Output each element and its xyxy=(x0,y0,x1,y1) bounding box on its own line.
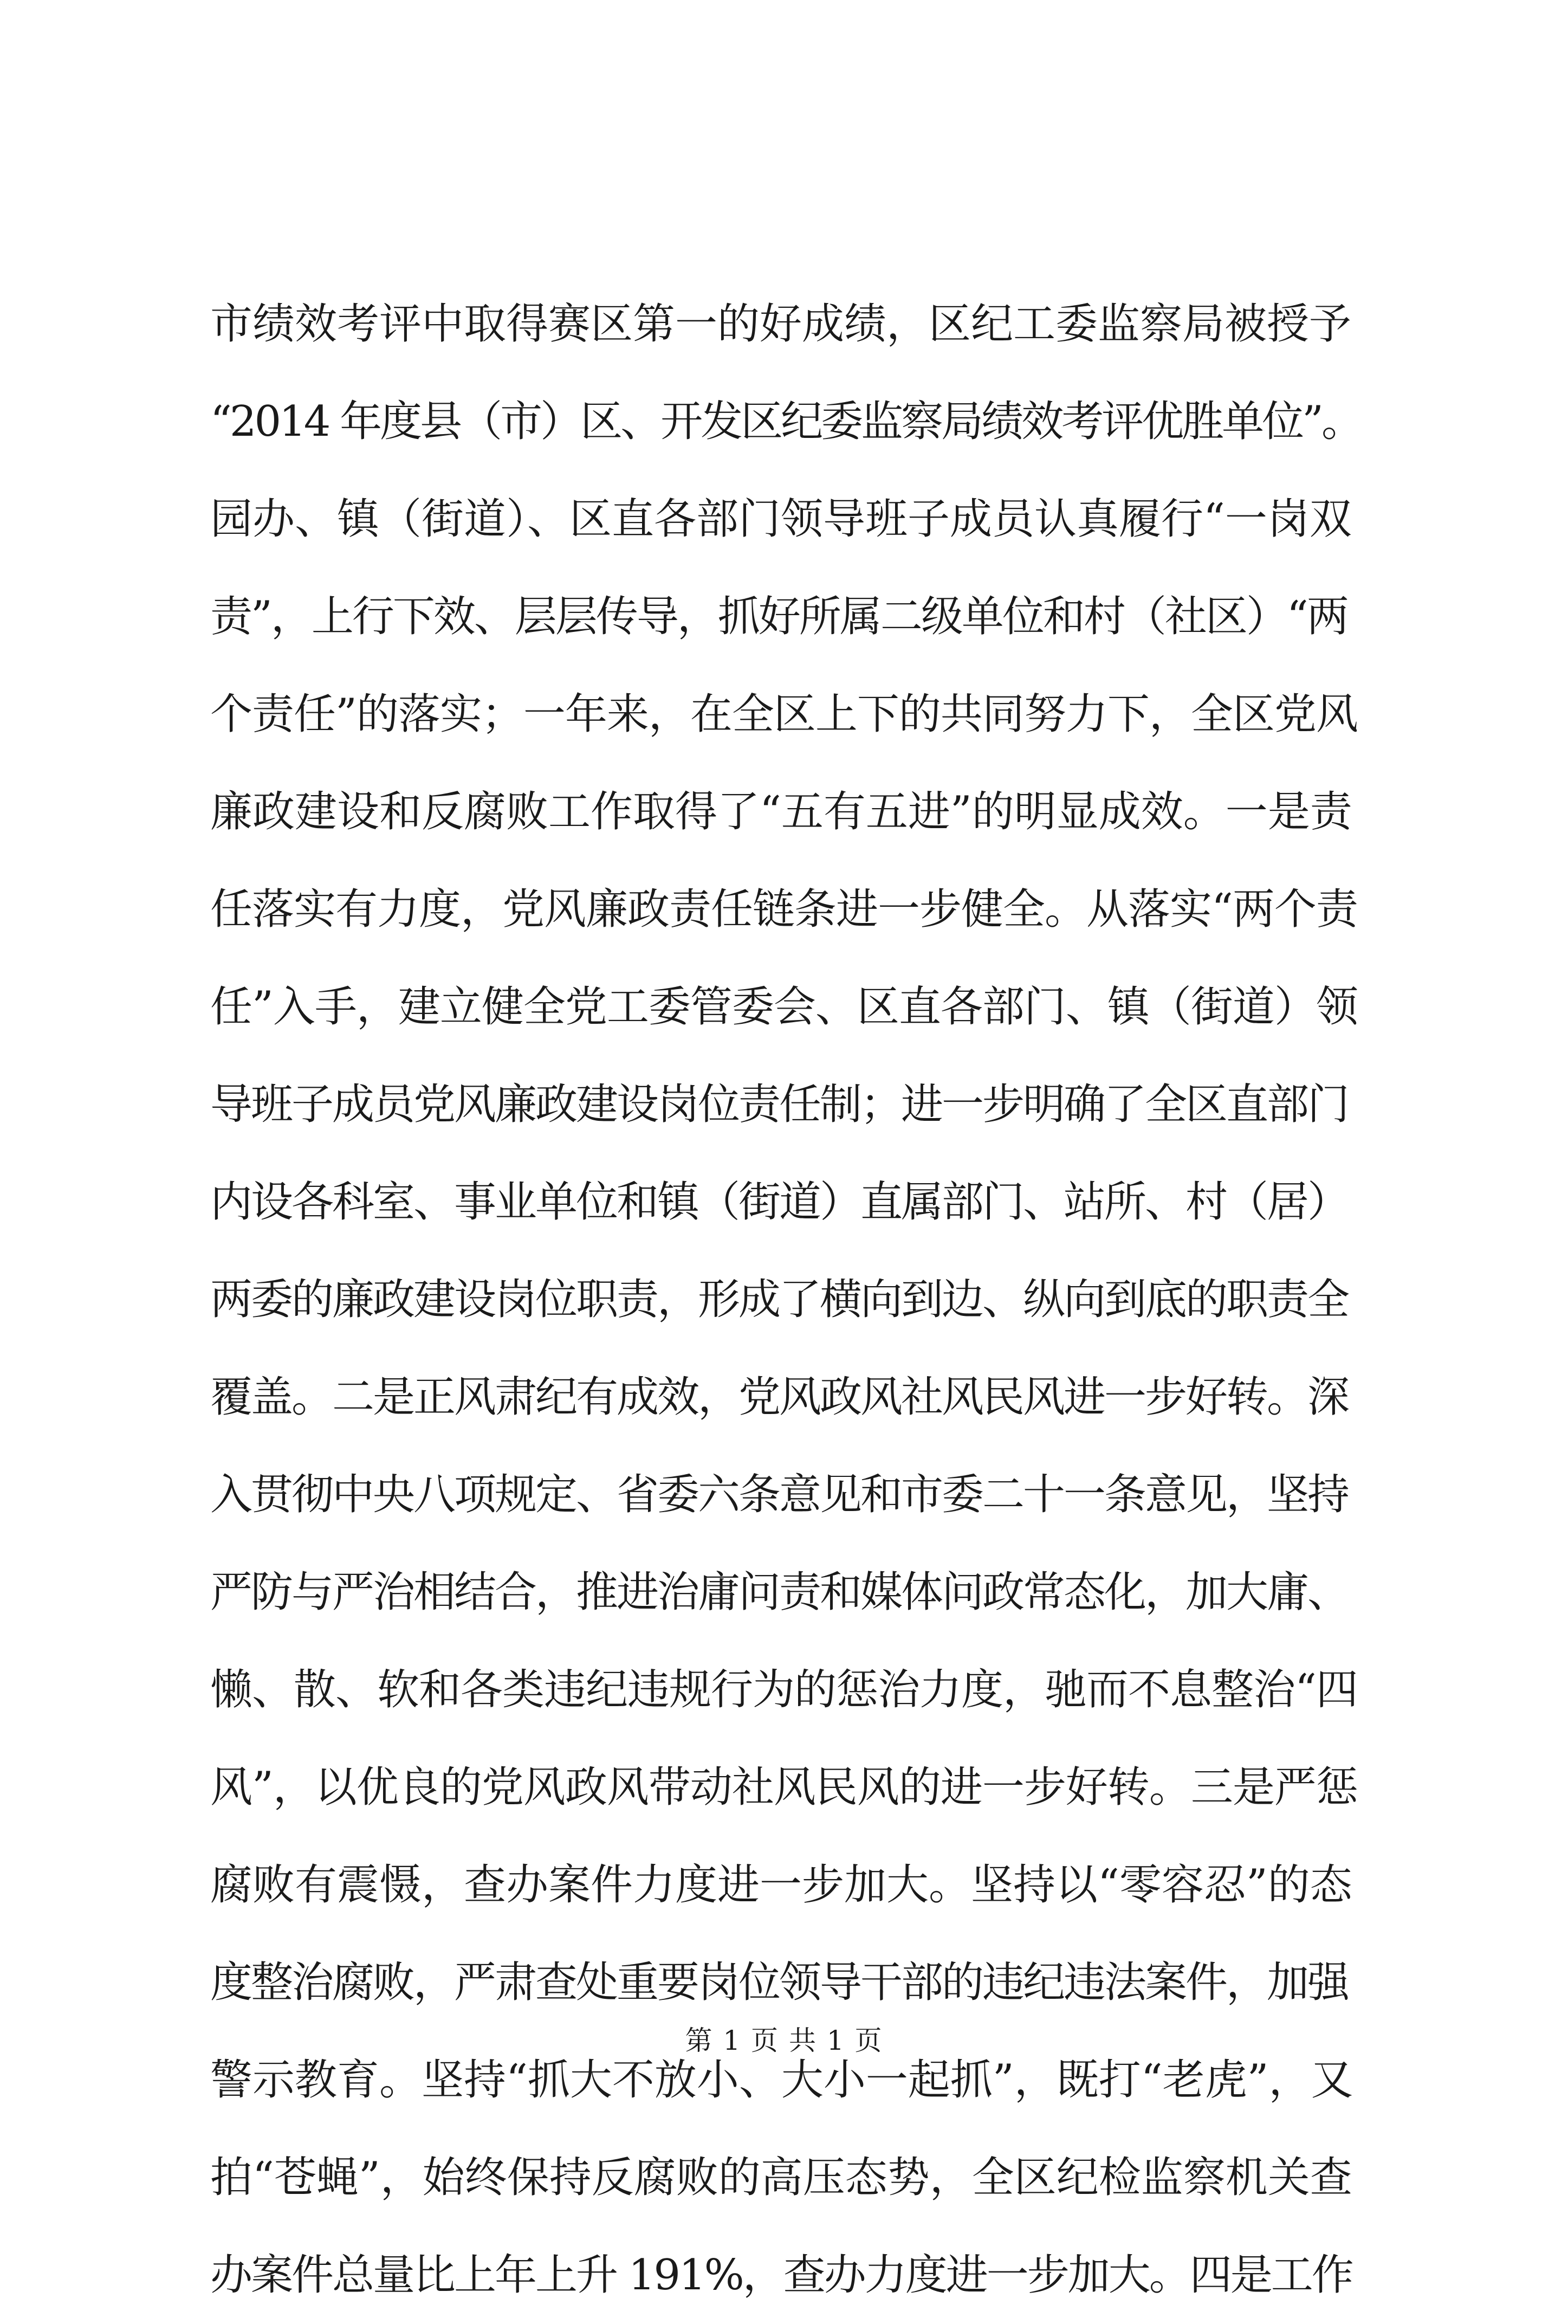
text-line: “2014 年度县（市）区、开发区纪委监察局绩效考评优胜单位”。 xyxy=(210,397,1362,446)
text-line: 责”，上行下效、层层传导，抓好所属二级单位和村（社区）“两 xyxy=(210,592,1347,641)
text-line: 市绩效考评中取得赛区第一的好成绩，区纪工委监察局被授予 xyxy=(210,300,1352,348)
text-line: 任落实有力度，党风廉政责任链条进一步健全。从落实“两个责 xyxy=(210,885,1358,934)
text-line: 廉政建设和反腐败工作取得了“五有五进”的明显成效。一是责 xyxy=(210,787,1352,836)
body-text xyxy=(210,275,1362,2324)
text-line: 入贯彻中央八项规定、省委六条意见和市委二十一条意见，坚持 xyxy=(210,1470,1349,1519)
text-line: 懒、散、软和各类违纪违规行为的惩治力度，驰而不息整治“四 xyxy=(210,1665,1358,1714)
text-line: 腐败有震慑，查办案件力度进一步加大。坚持以“零容忍”的态 xyxy=(210,1861,1352,1909)
text-line: 导班子成员党风廉政建设岗位责任制；进一步明确了全区直部门 xyxy=(210,1080,1349,1129)
text-line: 内设各科室、事业单位和镇（街道）直属部门、站所、村（居） xyxy=(210,1178,1349,1226)
text-line: 风”，以优良的党风政风带动社风民风的进一步好转。三是严惩 xyxy=(210,1763,1358,1812)
text-line: 严防与严治相结合，推进治庸问责和媒体问政常态化，加大庸、 xyxy=(210,1568,1349,1617)
text-line: 园办、镇（街道）、区直各部门领导班子成员认真履行“一岗双 xyxy=(210,495,1352,544)
text-line: 警示教育。坚持“抓大不放小、大小一起抓”，既打“老虎”，又 xyxy=(210,2056,1353,2104)
text-line: 覆盖。二是正风肃纪有成效，党风政风社风民风进一步好转。深 xyxy=(210,1373,1349,1422)
page-footer: 第 1 页 共 1 页 xyxy=(685,2025,883,2056)
text-line: 办案件总量比上年上升 191%，查办力度进一步加大。四是工作 xyxy=(210,2251,1352,2300)
text-line: 度整治腐败，严肃查处重要岗位领导干部的违纪违法案件，加强 xyxy=(210,1958,1349,2007)
text-line: 两委的廉政建设岗位职责，形成了横向到边、纵向到底的职责全 xyxy=(210,1275,1349,1324)
text-line: 任”入手，建立健全党工委管委会、区直各部门、镇（街道）领 xyxy=(210,983,1358,1031)
text-line: 个责任”的落实；一年来，在全区上下的共同努力下，全区党风 xyxy=(210,690,1358,739)
text-line: 拍“苍蝇”，始终保持反腐败的高压态势，全区纪检监察机关查 xyxy=(210,2153,1352,2202)
